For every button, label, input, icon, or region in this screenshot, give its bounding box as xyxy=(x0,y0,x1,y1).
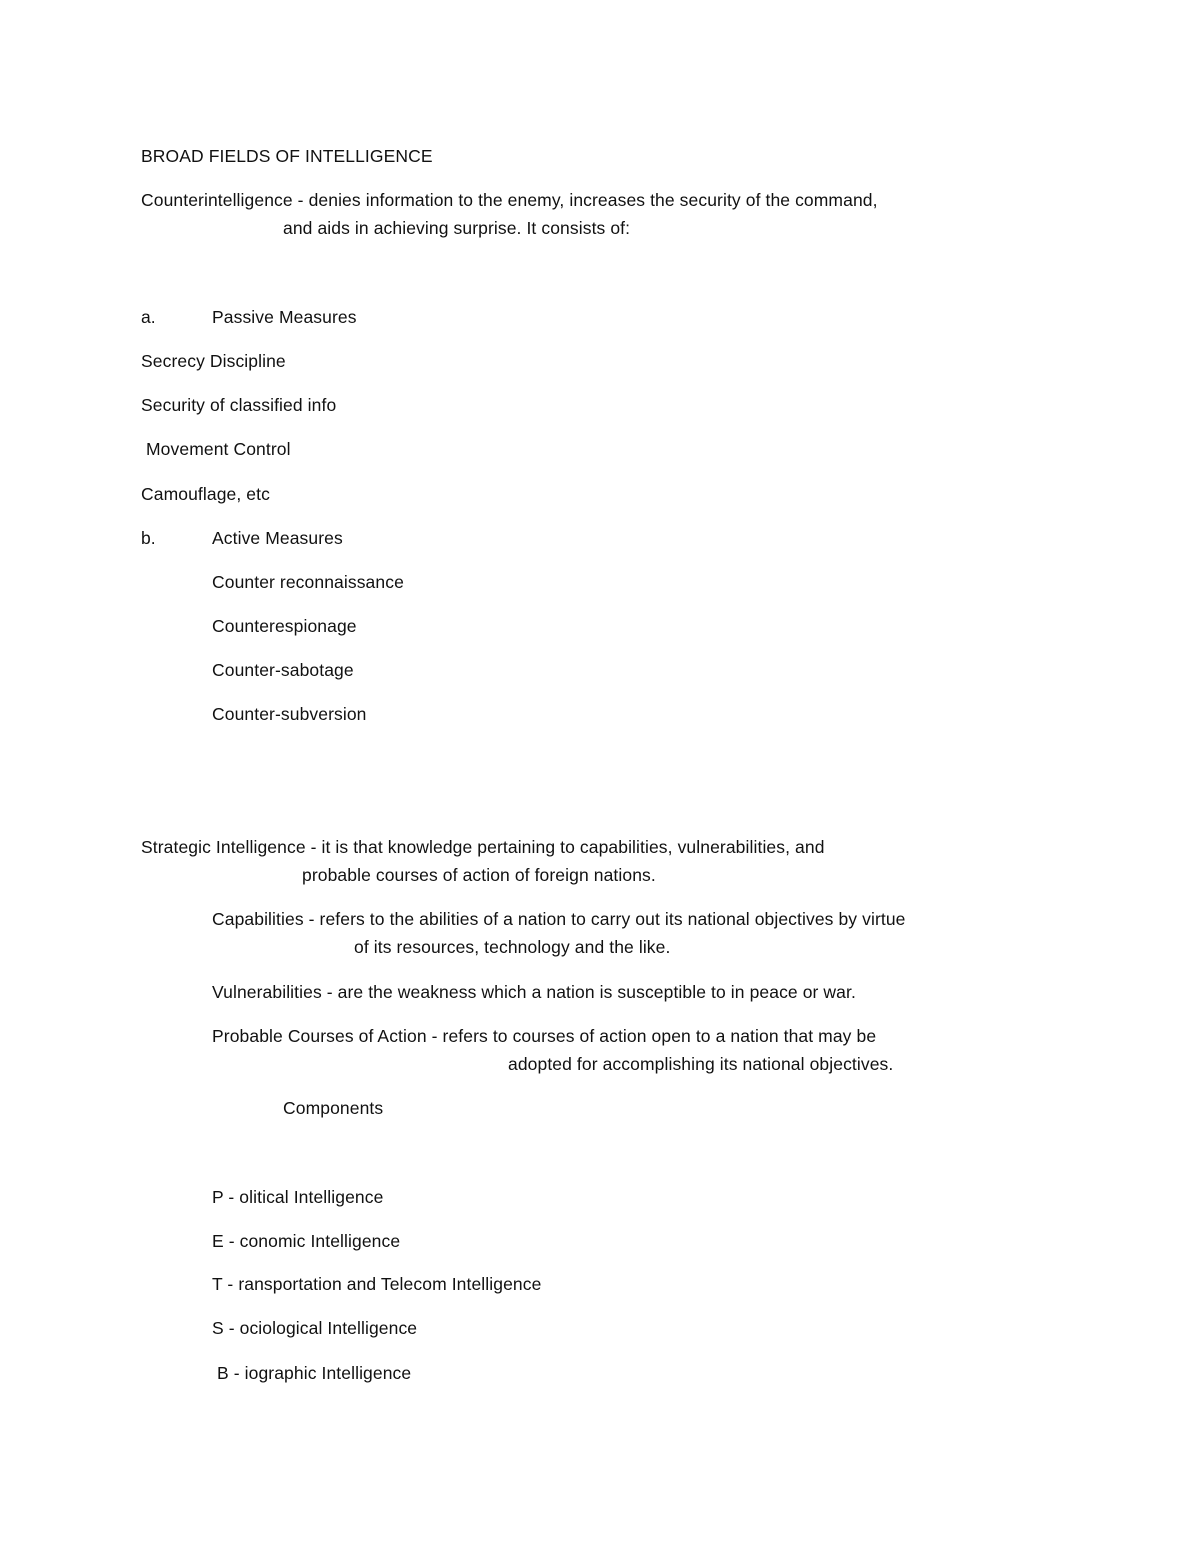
document-title: BROAD FIELDS OF INTELLIGENCE xyxy=(141,146,433,166)
component-transportation: T - ransportation and Telecom Intelligence xyxy=(212,1274,542,1294)
capabilities-definition-line2: of its resources, technology and the like. xyxy=(354,937,671,957)
passive-item-movement: Movement Control xyxy=(146,439,291,459)
active-item-counter-subversion: Counter-subversion xyxy=(212,704,367,724)
active-item-counter-sabotage: Counter-sabotage xyxy=(212,660,354,680)
component-economic: E - conomic Intelligence xyxy=(212,1231,401,1251)
active-measures-marker: b. xyxy=(141,528,156,548)
counterintelligence-definition-line1: Counterintelligence - denies information to the enemy, increases the security of the command, xyxy=(141,190,878,210)
active-item-counter-reconnaissance: Counter reconnaissance xyxy=(212,572,404,592)
component-sociological: S - ociological Intelligence xyxy=(212,1318,418,1338)
strategic-intelligence-definition-line1: Strategic Intelligence - it is that knowledge pertaining to capabilities, vulnerabilities, and xyxy=(141,837,825,857)
counterintelligence-definition-line2: and aids in achieving surprise. It consists of: xyxy=(283,218,631,238)
passive-item-camouflage: Camouflage, etc xyxy=(141,484,270,504)
passive-measures-marker: a. xyxy=(141,307,156,327)
passive-item-secrecy: Secrecy Discipline xyxy=(141,351,286,371)
components-heading: Components xyxy=(283,1098,384,1118)
strategic-intelligence-definition-line2: probable courses of action of foreign nations. xyxy=(302,865,656,885)
active-measures-heading: Active Measures xyxy=(212,528,343,548)
passive-item-security: Security of classified info xyxy=(141,395,337,415)
passive-measures-heading: Passive Measures xyxy=(212,307,357,327)
component-biographic: B - iographic Intelligence xyxy=(217,1363,412,1383)
active-item-counterespionage: Counterespionage xyxy=(212,616,357,636)
probable-courses-definition-line2: adopted for accomplishing its national objectives. xyxy=(508,1054,894,1074)
component-political: P - olitical Intelligence xyxy=(212,1187,384,1207)
probable-courses-definition-line1: Probable Courses of Action - refers to courses of action open to a nation that may be xyxy=(212,1026,877,1046)
capabilities-definition-line1: Capabilities - refers to the abilities of a nation to carry out its national objectives by virtue xyxy=(212,909,906,929)
vulnerabilities-definition: Vulnerabilities - are the weakness which a nation is susceptible to in peace or war. xyxy=(212,982,856,1002)
